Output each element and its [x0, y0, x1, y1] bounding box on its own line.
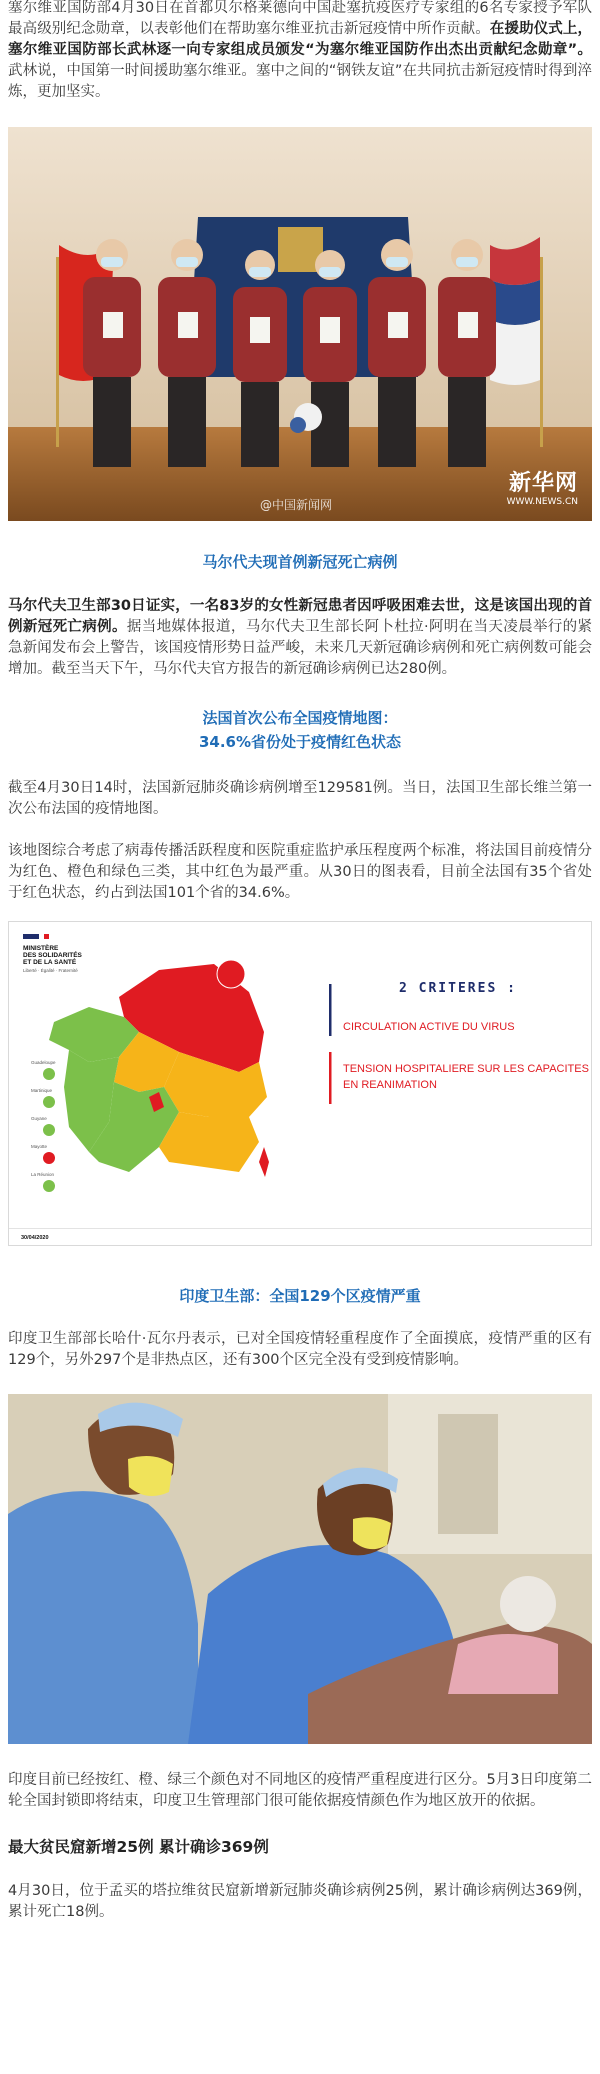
serbia-paragraph-tail: 武林说，中国第一时间援助塞尔维亚。塞中之间的“钢铁友谊”在共同抗击新冠疫情时得到淬炼，更加坚实。: [8, 63, 592, 100]
france-map-graphic: [9, 922, 591, 1245]
ministry-line1: MINISTÈRE: [23, 945, 59, 952]
criterion-2-line2: EN REANIMATION: [343, 1079, 437, 1091]
overseas-label-4: Mayotte: [31, 1144, 48, 1149]
xinhua-url: WWW.NEWS.CN: [506, 497, 578, 507]
criteres-title: 2 CRITERES :: [399, 981, 517, 996]
medical-workers-photo: [8, 1394, 592, 1744]
ministry-motto: Liberté · Égalité · Fraternité: [23, 968, 78, 973]
maldives-paragraph: [8, 596, 592, 680]
photo-watermark: @中国新闻网: [260, 498, 333, 512]
serbia-paragraph-bold: 在援助仪式上，塞尔维亚国防部长武林逐一向专家组成员颁发“为塞尔维亚国防作出杰出贡献纪念勋章”。: [8, 21, 593, 58]
ceremony-photo-image: [8, 127, 592, 521]
overseas-label-3: Guyane: [31, 1116, 47, 1121]
map-date: 30/04/2020: [21, 1235, 49, 1241]
india-headline: 印度卫生部：全国129个区疫情严重: [179, 1287, 421, 1305]
slum-headline: 最大贫民窟新增25例 累计确诊369例: [8, 1838, 269, 1856]
france-headline-line2: 34.6%省份处于疫情红色状态: [198, 733, 402, 751]
ministry-line3: ET DE LA SANTÉ: [23, 959, 77, 966]
india-paragraph-2: 印度目前已经按红、橙、绿三个颜色对不同地区的疫情严重程度进行区分。5月3日印度第二轮全国封锁即将结束，印度卫生管理部门很可能依据疫情颜色作为地区放开的依据。: [8, 1772, 592, 1809]
overseas-label-1: Guadeloupe: [31, 1060, 56, 1065]
map-region-red-corsica: [259, 1147, 269, 1177]
xinhua-logo-text: 新华网: [508, 471, 578, 496]
ceremony-photo: [8, 127, 592, 521]
serbia-paragraph-text: 塞尔维亚国防部4月30日在首都贝尔格莱德向中国赴塞抗疫医疗专家组的6名专家授予军队最高级别纪念勋章，以表彰他们在帮助塞尔维亚抗击新冠疫情中所作贡献。: [8, 0, 592, 37]
maldives-paragraph-bold: 马尔代夫卫生部30日证实，一名83岁的女性新冠患者因呼吸困难去世，这是该国出现的首例新冠死亡病例。: [8, 598, 592, 635]
france-epidemic-map: [8, 921, 592, 1246]
india-paragraph-1: 印度卫生部部长哈什·瓦尔丹表示，已对全国疫情轻重程度作了全面摸底，疫情严重的区有129个，另外297个是非热点区，还有300个区完全没有受到疫情影响。: [8, 1331, 592, 1368]
xinhua-logo: [507, 466, 578, 507]
france-paragraph-2: 该地图综合考虑了病毒传播活跃程度和医院重症监护承压程度两个标准，将法国目前疫情分为红色、橙色和绿色三类，其中红色为最严重。从30日的图表看，目前全法国有35个省处于红色状态，约占到法国101个省的34.6%。: [8, 843, 592, 901]
overseas-label-5: La Réunion: [31, 1172, 55, 1177]
serbia-paragraph: [8, 0, 592, 103]
maldives-headline: 马尔代夫现首例新冠死亡病例: [202, 553, 398, 571]
map-region-orange-south-east: [159, 1112, 259, 1172]
medical-workers-image: [8, 1394, 592, 1744]
maldives-paragraph-text: 据当地媒体报道，马尔代夫卫生部长阿卜杜拉·阿明在当天凌晨举行的紧急新闻发布会上警告，该国疫情形势日益严峻，未来几天新冠确诊病例和死亡病例数可能会增加。截至当天下午，马尔代夫官方报告的新冠确诊病例已达280例。: [8, 619, 593, 677]
criterion-1: CIRCULATION ACTIVE DU VIRUS: [343, 1021, 515, 1033]
slum-paragraph: 4月30日，位于孟买的塔拉维贫民窟新增新冠肺炎确诊病例25例，累计确诊病例达369例，累计死亡18例。: [8, 1883, 592, 1920]
france-headline-line1: 法国首次公布全国疫情地图：: [202, 709, 398, 727]
ministry-line2: DES SOLIDARITÉS: [23, 952, 82, 959]
france-paragraph-1: 截至4月30日14时，法国新冠肺炎确诊病例增至129581例。当日，法国卫生部长维兰第一次公布法国的疫情地图。: [8, 780, 592, 817]
criterion-2-line1: TENSION HOSPITALIERE SUR LES CAPACITES: [343, 1063, 589, 1075]
overseas-label-2: Martinique: [31, 1088, 53, 1093]
